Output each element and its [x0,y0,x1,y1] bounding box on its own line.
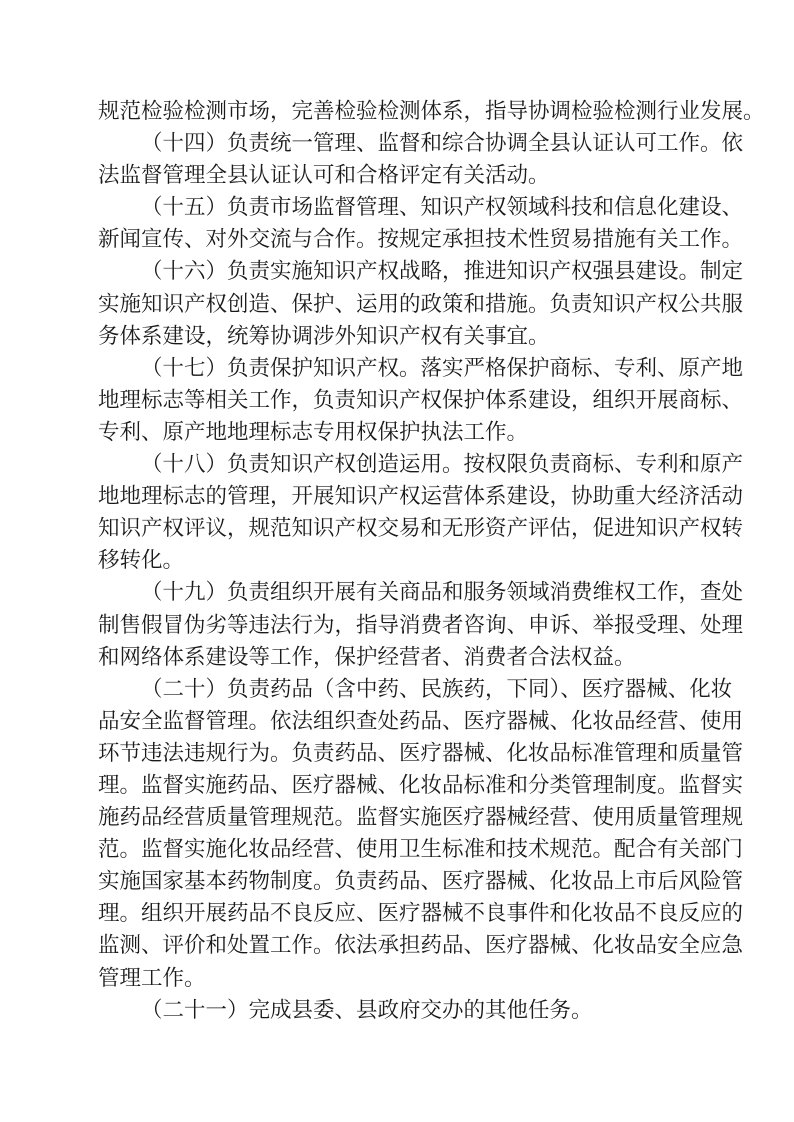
text-line: 范。监督实施化妆品经营、使用卫生标准和技术规范。配合有关部门 [98,837,744,863]
text-line: （十九）负责组织开展有关商品和服务领域消费维权工作，查处 [141,580,744,606]
text-line: （十八）负责知识产权创造运用。按权限负责商标、专利和原产 [141,452,744,478]
text-line: 务体系建设，统筹协调涉外知识产权有关事宜。 [98,323,550,349]
paragraph [98,256,744,352]
text-line: 规范检验检测市场，完善检验检测体系，指导协调检验检测行业发展。 [98,99,765,124]
text-line: 监测、评价和处置工作。依法承担药品、医疗器械、化妆品安全应急 [98,933,744,959]
text-line: （二十一）完成县委、县政府交办的其他任务。 [141,997,593,1023]
text-line: 实施国家基本药物制度。负责药品、医疗器械、化妆品上市后风险管 [98,869,744,895]
paragraph [98,128,744,192]
text-line: 管理工作。 [98,965,206,991]
text-line: 品安全监督管理。依法组织查处药品、医疗器械、化妆品经营、使用 [98,708,744,734]
text-line: 法监督管理全县认证认可和合格评定有关活动。 [98,163,550,189]
text-line: 实施知识产权创造、保护、运用的政策和措施。负责知识产权公共服 [98,291,744,317]
text-line: 理。组织开展药品不良反应、医疗器械不良事件和化妆品不良反应的 [98,901,744,927]
text-line: （十七）负责保护知识产权。落实严格保护商标、专利、原产地 [141,355,744,381]
paragraph [98,449,744,577]
text-line: 施药品经营质量管理规范。监督实施医疗器械经营、使用质量管理规 [98,805,744,831]
paragraph [98,577,744,673]
text-line: （十五）负责市场监督管理、知识产权领域科技和信息化建设、 [141,195,744,221]
text-line: 新闻宣传、对外交流与合作。按规定承担技术性贸易措施有关工作。 [98,227,744,253]
text-line: 移转化。 [98,548,185,574]
text-line: 专利、原产地地理标志专用权保护执法工作。 [98,419,529,445]
paragraph [98,995,720,1027]
text-line: 制售假冒伪劣等违法行为，指导消费者咨询、申诉、举报受理、处理 [98,612,744,638]
paragraph [98,353,744,449]
paragraph [98,192,744,256]
text-line: （十四）负责统一管理、监督和综合协调全县认证认可工作。依 [141,131,744,157]
text-line: 知识产权评议，规范知识产权交易和无形资产评估，促进知识产权转 [98,516,744,542]
text-line: 地理标志等相关工作，负责知识产权保护体系建设，组织开展商标、 [98,387,744,413]
text-line: 地地理标志的管理，开展知识产权运营体系建设，协助重大经济活动 [98,484,744,510]
text-line: （二十）负责药品（含中药、民族药，下同）、医疗器械、化妆 [141,676,733,702]
text-line: 和网络体系建设等工作，保护经营者、消费者合法权益。 [98,644,636,670]
paragraph [98,96,765,128]
text-line: 环节违法违规行为。负责药品、医疗器械、化妆品标准管理和质量管 [98,740,744,766]
paragraph [98,674,744,995]
document-page [98,96,765,1027]
text-line: （十六）负责实施知识产权战略，推进知识产权强县建设。制定 [141,259,744,285]
text-line: 理。监督实施药品、医疗器械、化妆品标准和分类管理制度。监督实 [98,772,744,798]
